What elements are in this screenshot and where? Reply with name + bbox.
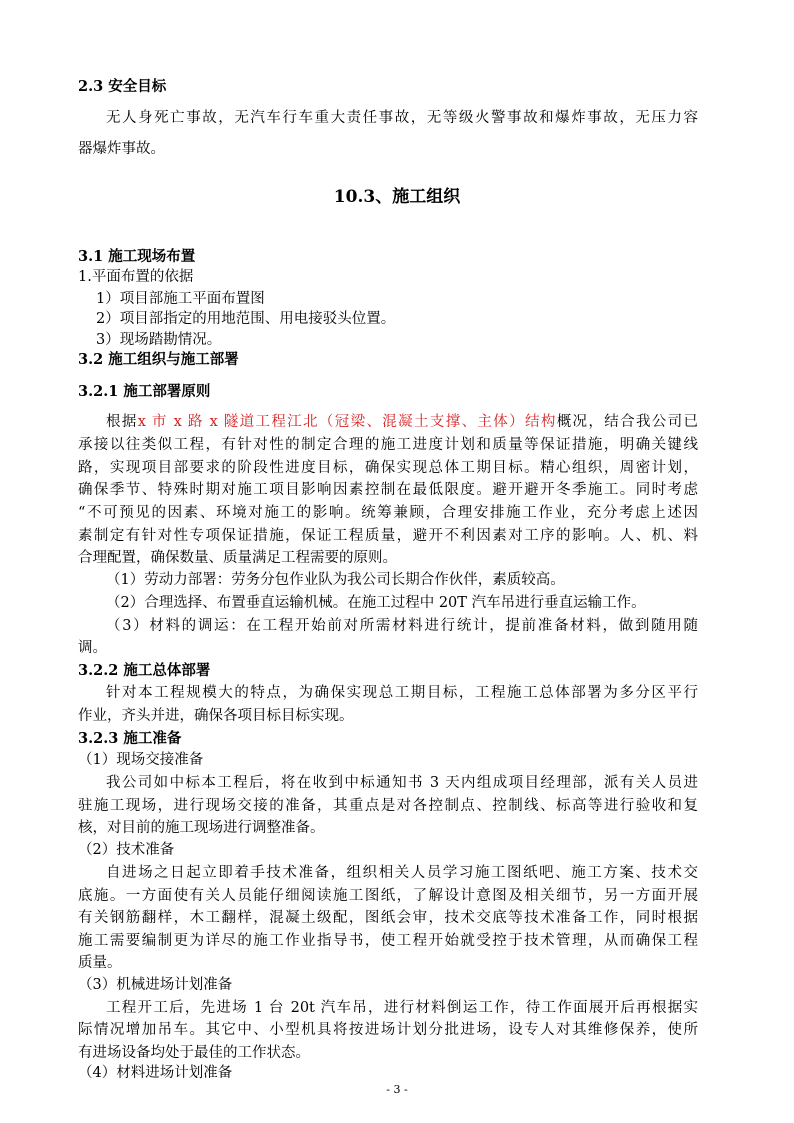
paragraph-line: 无人身死亡事故，无汽车行车重大责任事故，无等级火警事故和爆炸事故，无压力容 (106, 110, 698, 126)
list-item: 2）项目部指定的用地范围、用电接驳头位置。 (96, 311, 396, 327)
section-heading: 2.3 安全目标 (78, 78, 167, 95)
paragraph-line: 有进场设备均处于最佳的工作状态。 (78, 1045, 310, 1061)
section-heading: 3.2 施工组织与施工部署 (78, 351, 239, 368)
list-item: （2）合理选择、布置垂直运输机械。在施工过程中 20T 汽车吊进行垂直运输工作。 (106, 595, 646, 611)
page-number: - 3 - (386, 1083, 408, 1096)
paragraph-line: 际情况增加吊车。其它中、小型机具将按进场计划分批进场，设专人对其维修保养，使所 (78, 1022, 698, 1038)
list-item: （3）材料的调运：在工程开始前对所需材料进行统计，提前准备材料，做到随用随 (106, 618, 698, 634)
list-item: 3）现场踏勘情况。 (96, 332, 222, 348)
section-heading: 3.1 施工现场布置 (78, 248, 196, 265)
paragraph-line: 素制定有针对性专项保证措施，保证工程质量，避开不利因素对工序的影响。人、机、料 (78, 528, 698, 544)
list-item: 1）项目部施工平面布置图 (96, 291, 265, 307)
paragraph-line: 底施。一方面使有关人员能仔细阅读施工图纸，了解设计意图及相关细节，另一方面开展 (78, 888, 698, 904)
paragraph-line: “不可预见的因素、环境对施工的影响。统筹兼顾，合理安排施工作业，充分考虑上述因 (78, 505, 698, 521)
paragraph-line: 作业，齐头并进，确保各项目标目标实现。 (78, 708, 354, 724)
section-heading: 3.2.1 施工部署原则 (78, 383, 211, 400)
subheading: （1）现场交接准备 (78, 752, 204, 768)
subheading: （3）机械进场计划准备 (78, 977, 233, 993)
paragraph-line: 确保季节、特殊时期对施工项目影响因素控制在最低限度。避开避开冬季施工。同时考虑 (78, 482, 698, 498)
chapter-title: 10.3、施工组织 (333, 187, 461, 207)
paragraph-line: 器爆炸事故。 (78, 141, 165, 157)
paragraph-line: 路，实现项目部要求的阶段性进度目标，确保实现总体工期目标。精心组织，周密计划， (78, 460, 698, 476)
paragraph-line: 承接以往类似工程，有针对性的制定合理的施工进度计划和质量等保证措施，明确关键线 (78, 437, 698, 453)
section-heading: 3.2.3 施工准备 (78, 730, 182, 747)
paragraph-line (106, 412, 698, 432)
subheading: （2）技术准备 (78, 842, 175, 858)
paragraph-line: 驻施工现场，进行现场交接的准备，其重点是对各控制点、控制线、标高等进行验收和复 (78, 798, 698, 814)
paragraph-line: 调。 (78, 640, 107, 656)
paragraph-line: 有关钢筋翻样，木工翻样，混凝土级配，图纸会审，技术交底等技术准备工作，同时根据 (78, 910, 698, 926)
paragraph-line: 核，对目前的施工现场进行调整准备。 (78, 820, 325, 836)
subheading: （4）材料进场计划准备 (78, 1065, 233, 1081)
list-item: （1）劳动力部署：劳务分包作业队为我公司长期合作伙伴，素质较高。 (106, 572, 565, 588)
text-run: 概况，结合我公司已 (556, 414, 699, 430)
paragraph-line: 施工需要编制更为详尽的施工作业指导书，使工程开始就受控于技术管理，从而确保工程 (78, 933, 698, 949)
paragraph-line: 质量。 (78, 955, 122, 971)
paragraph-line: 我公司如中标本工程后，将在收到中标通知书 3 天内组成项目经理部，派有关人员进 (106, 775, 698, 791)
paragraph-line: 自进场之日起立即着手技术准备，组织相关人员学习施工图纸吧、施工方案、技术交 (106, 865, 698, 881)
paragraph-line: 针对本工程规模大的特点，为确保实现总工期目标，工程施工总体部署为多分区平行 (106, 685, 698, 701)
subheading: 1.平面布置的依据 (78, 269, 194, 285)
section-heading: 3.2.2 施工总体部署 (78, 662, 211, 679)
text-run: 根据 (106, 414, 138, 430)
project-name-highlight: x 市 x 路 x 隧道工程江北（冠梁、混凝土支撑、主体）结构 (137, 414, 557, 430)
paragraph-line: 合理配置，确保数量、质量满足工程需要的原则。 (78, 550, 397, 566)
paragraph-line: 工程开工后，先进场 1 台 20t 汽车吊，进行材料倒运工作，待工作面展开后再根据实 (106, 1000, 698, 1016)
